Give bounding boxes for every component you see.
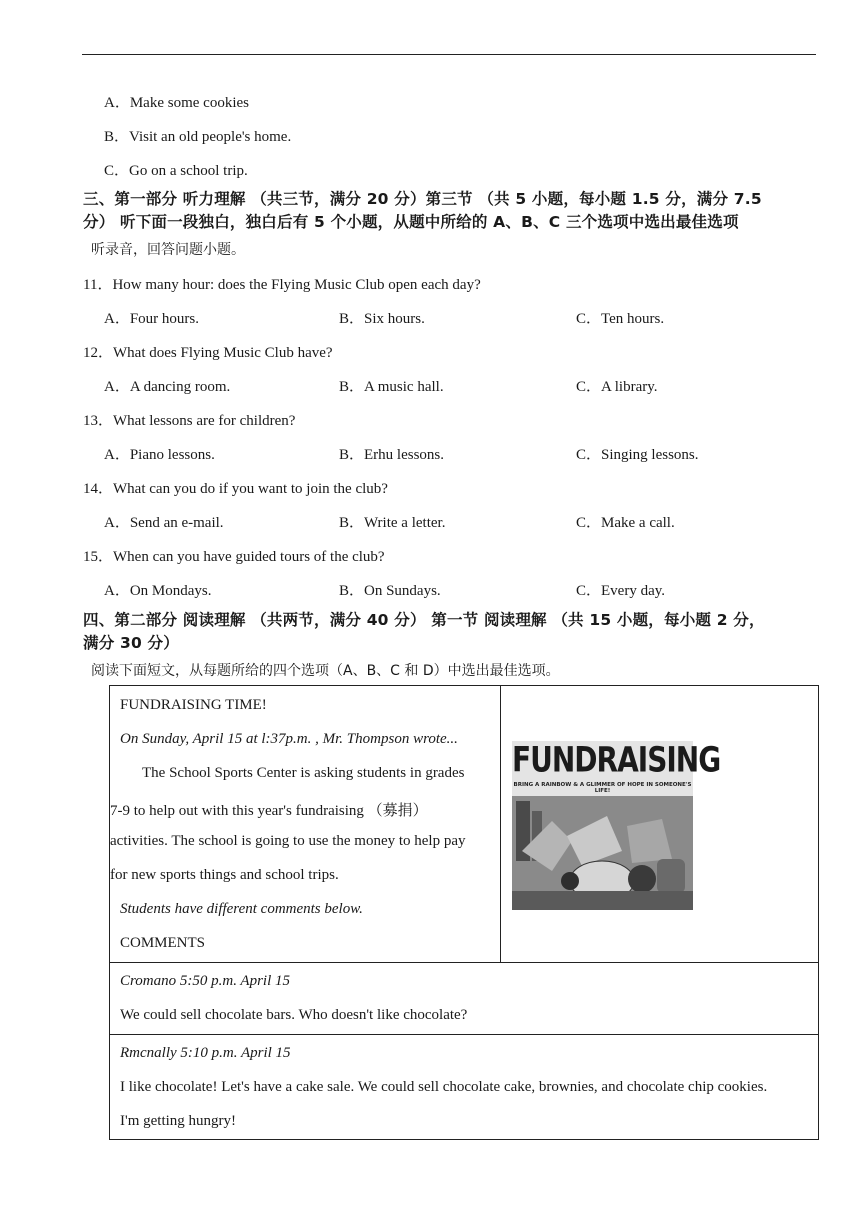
option-a: A．Send an e-mail.: [104, 515, 224, 531]
comments-label: COMMENTS: [120, 935, 206, 951]
option-c: C．A library.: [576, 379, 658, 395]
header-rule: [82, 54, 816, 55]
option-b: B．Erhu lessons.: [339, 447, 445, 463]
option-a: A．Piano lessons.: [104, 447, 215, 463]
q10-option-c: C．Go on a school trip.: [104, 163, 248, 179]
comment-text: I like chocolate! Let's have a cake sale. We could sell chocolate cake, brownies, and chocolate chip cookies.: [120, 1079, 768, 1095]
passage-title: FUNDRAISING TIME!: [120, 697, 267, 713]
option-a: A．On Mondays.: [104, 583, 212, 599]
passage-body-line: activities. The school is going to use the money to help pay: [110, 833, 466, 849]
q10-option-b: B．Visit an old people's home.: [104, 129, 292, 145]
comment-author: Cromano 5:50 p.m. April 15: [120, 973, 291, 989]
comment-text: We could sell chocolate bars. Who doesn't like chocolate?: [120, 1007, 468, 1023]
image-subtitle: BRING A RAINBOW & A GLIMMER OF HOPE IN SOMEONE'S LIFE!: [513, 782, 692, 794]
section3-heading-line1: 三、第一部分 听力理解 （共三节，满分 20 分）第三节 （共 5 小题，每小题 1.5 分，满分 7.5: [83, 190, 762, 208]
passage-text-cell: [110, 686, 501, 963]
comment-author: Rmcnally 5:10 p.m. April 15: [120, 1045, 291, 1061]
question-stem: 11．How many hour: does the Flying Music Club open each day?: [83, 277, 481, 293]
fundraising-image: [512, 738, 721, 910]
section3-instruction: 听录音，回答问题小题。: [91, 242, 245, 258]
comment-cromano: [110, 963, 819, 1035]
option-c: C．Ten hours.: [576, 311, 665, 327]
option-c: C．Singing lessons.: [576, 447, 699, 463]
section4-instruction: 阅读下面短文，从每题所给的四个选项（A、B、C 和 D）中选出最佳选项。: [91, 663, 560, 679]
section3-heading-line2: 分） 听下面一段独白，独白后有 5 个小题，从题中所给的 A、B、C 三个选项中选出最佳选项: [83, 213, 739, 231]
passage-byline: On Sunday, April 15 at l:37p.m. , Mr. Thompson wrote...: [120, 731, 458, 747]
section4-heading-line2: 满分 30 分）: [83, 634, 179, 652]
option-b: B．Write a letter.: [339, 515, 446, 531]
option-c: C．Every day.: [576, 583, 666, 599]
question-stem: 12．What does Flying Music Club have?: [83, 345, 333, 361]
comments-intro: Students have different comments below.: [120, 901, 363, 917]
option-a: A．A dancing room.: [104, 379, 231, 395]
comment-rmcnally: [110, 1035, 819, 1140]
section4-heading-line1: 四、第二部分 阅读理解 （共两节，满分 40 分） 第一节 阅读理解 （共 15 小题，每小题 2 分，: [83, 611, 765, 629]
q10-option-a: A．Make some cookies: [104, 95, 249, 111]
passage-body-line: 7-9 to help out with this year's fundraising （募捐）: [110, 803, 428, 819]
option-c: C．Make a call.: [576, 515, 675, 531]
passage-body-line: The School Sports Center is asking students in grades: [142, 765, 465, 781]
option-a: A．Four hours.: [104, 311, 200, 327]
option-b: B．On Sundays.: [339, 583, 441, 599]
comment-text: I'm getting hungry!: [120, 1113, 237, 1129]
question-stem: 15．When can you have guided tours of the club?: [83, 549, 385, 565]
passage-body-line: for new sports things and school trips.: [110, 867, 339, 883]
option-b: B．Six hours.: [339, 311, 425, 327]
image-title: FUNDRAISING: [512, 738, 721, 781]
question-stem: 14．What can you do if you want to join the club?: [83, 481, 388, 497]
option-b: B．A music hall.: [339, 379, 444, 395]
question-stem: 13．What lessons are for children?: [83, 413, 296, 429]
